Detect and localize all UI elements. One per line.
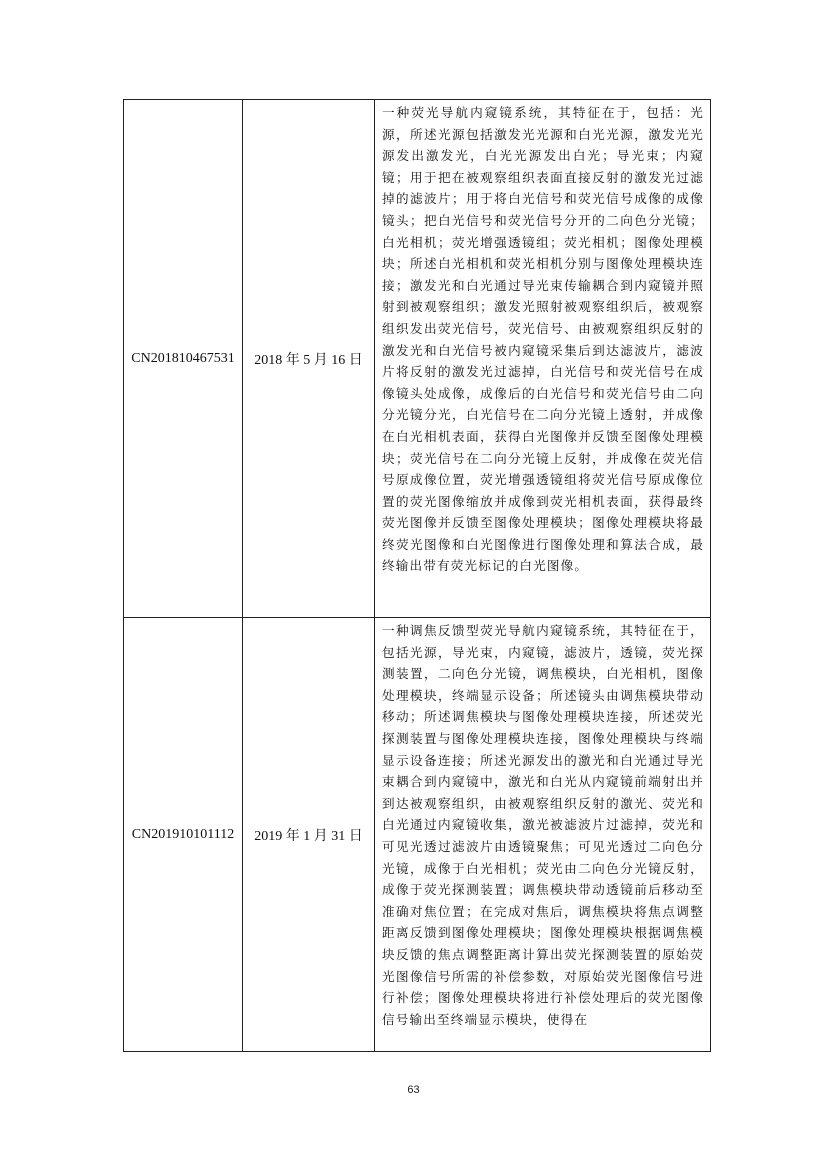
claim-cell [375, 618, 711, 1052]
patent-number-cell: CN201910101112 [124, 618, 243, 1052]
claim-cell [375, 100, 711, 618]
filing-date-cell: 2019 年 1 月 31 日 [243, 618, 375, 1052]
patent-number-cell: CN201810467531 [124, 100, 243, 618]
table-row [124, 618, 711, 1052]
filing-date-cell: 2018 年 5 月 16 日 [243, 100, 375, 618]
claim-text: 一种调焦反馈型荧光导航内窥镜系统，其特征在于，包括光源，导光束，内窥镜，滤波片，透镜，荧光探测装置，二向色分光镜，调焦模块，白光相机，图像处理模块，终端显示设备；所述镜头由调焦模块带动移动；所述调焦模块与图像处理模块连接，所述荧光探测装置与图像处理模块连接，图像处理模块与终端显示设备连接；所述光源发出的激光和白光通过导光束耦合到内窥镜中，激光和白光从内窥镜前端射出并到达被观察组织，由被观察组织反射的激光、荧光和白光通过内窥镜收集，激光被滤波片过滤掉，荧光和可见光透过滤波片由透镜聚焦；可见光透过二向色分光镜，成像于白光相机；荧光由二向色分光镜反射，成像于荧光探测装置；调焦模块带动透镜前后移动至准确对焦位置；在完成对焦后，调焦模块将焦点调整距离反馈到图像处理模块；图像处理模块根据调焦模块反馈的焦点调整距离计算出荧光探测装置的原始荧光图像信号所需的补偿参数，对原始荧光图像信号进行补偿；图像处理模块将进行补偿处理后的荧光图像信号输出至终端显示模块，使得在 [382, 623, 704, 1027]
claim-text: 一种荧光导航内窥镜系统，其特征在于，包括：光源，所述光源包括激发光光源和白光光源，激发光光源发出激发光，白光光源发出白光；导光束；内窥镜；用于把在被观察组织表面直接反射的激发光过滤掉的滤波片；用于将白光信号和荧光信号成像的成像镜头；把白光信号和荧光信号分开的二向色分光镜；白光相机；荧光增强透镜组；荧光相机；图像处理模块；所述白光相机和荧光相机分别与图像处理模块连接；激发光和白光通过导光束传输耦合到内窥镜并照射到被观察组织；激发光照射被观察组织后，被观察组织发出荧光信号，荧光信号、由被观察组织反射的激发光和白光信号被内窥镜采集后到达滤波片，滤波片将反射的激发光过滤掉，白光信号和荧光信号在成像镜头处成像，成像后的白光信号和荧光信号由二向分光镜分光，白光信号在二向分光镜上透射，并成像在白光相机表面，获得白光图像并反馈至图像处理模块；荧光信号在二向分光镜上反射，并成像在荧光信号原成像位置，荧光增强透镜组将荧光信号原成像位置的荧光图像缩放并成像到荧光相机表面，获得最终荧光图像并反馈至图像处理模块；图像处理模块将最终荧光图像和白光图像进行图像处理和算法合成，最终输出带有荧光标记的白光图像。 [382, 105, 704, 574]
table-row [124, 100, 711, 618]
page-number: 63 [407, 1084, 420, 1096]
patent-table [123, 99, 711, 1052]
